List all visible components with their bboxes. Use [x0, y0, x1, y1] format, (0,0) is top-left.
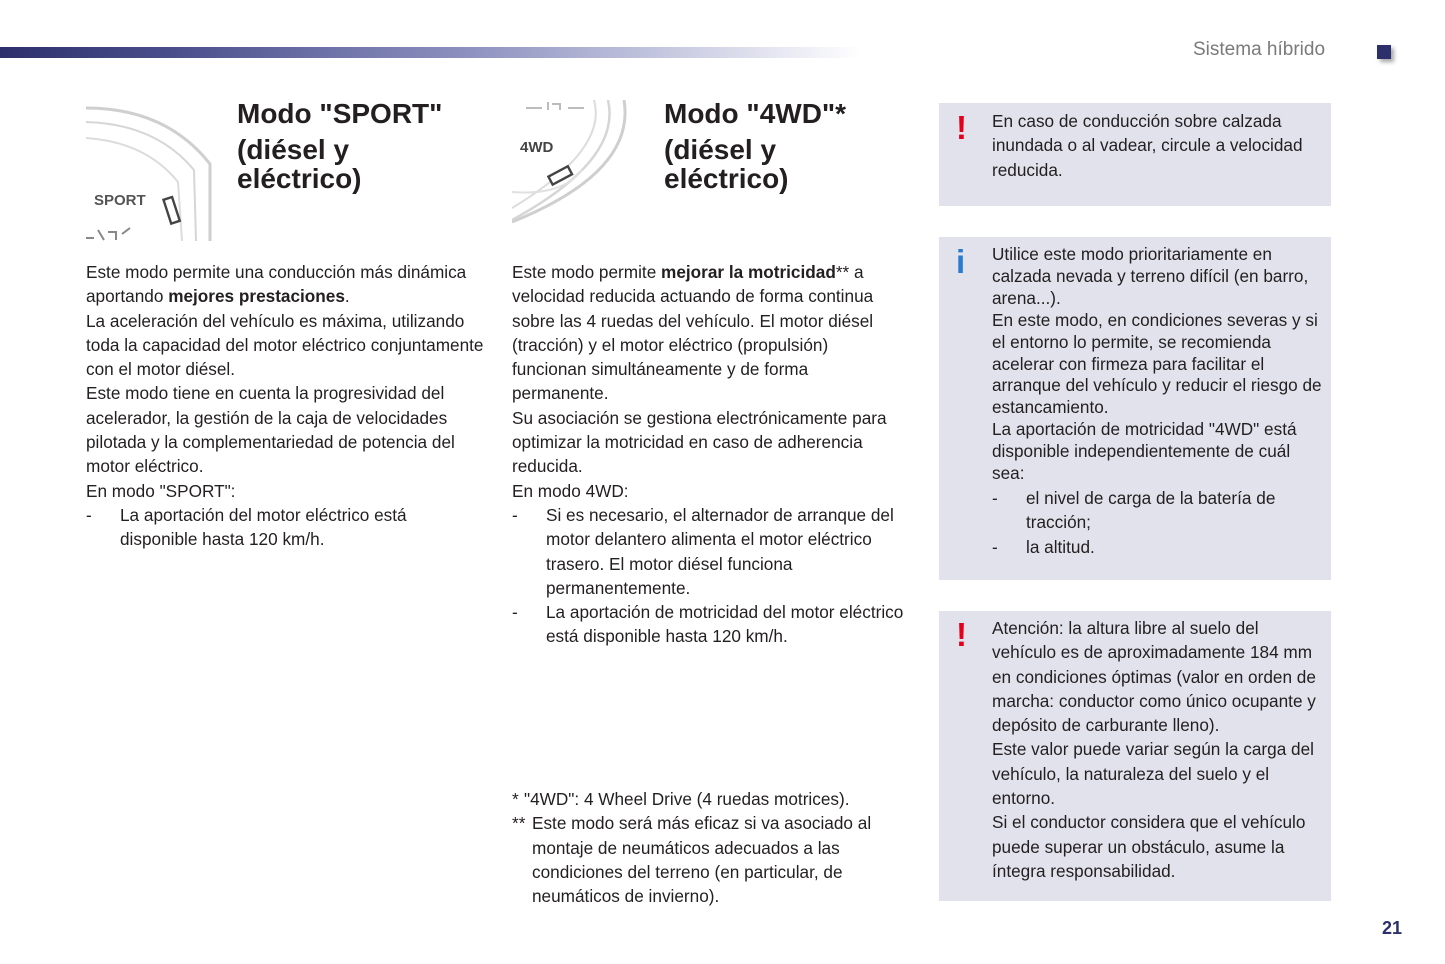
info-icon: i [956, 243, 966, 280]
sport-title-line-2: (diésel y [237, 134, 350, 165]
info-bullet-2: - la altitud. [992, 536, 1095, 557]
footnotes [512, 787, 902, 908]
4wd-paragraph-2: Su asociación se gestiona electrónicamente para optimizar la motricidad en caso de adherencia reducida. [512, 407, 887, 477]
page-number: 21 [1382, 918, 1403, 938]
warning-note-2-text [992, 616, 1325, 883]
footnote-1: * "4WD": 4 Wheel Drive (4 ruedas motrices). [512, 789, 850, 809]
warning-note-ground-clearance [939, 611, 1331, 901]
sport-title-line-3: eléctrico) [237, 163, 362, 194]
4wd-emphasis: mejorar la motricidad [661, 262, 836, 282]
header-gradient-bar [0, 47, 860, 58]
warning2-paragraph-2: Este valor puede variar según la carga del vehículo, la naturaleza del suelo y el entorno. [992, 739, 1314, 809]
sport-emphasis: mejores prestaciones [168, 286, 345, 307]
4wd-mode-title [664, 97, 846, 196]
sport-paragraph-1: Este modo permite una conducción más dinámica aportando mejores prestaciones. [86, 262, 467, 307]
info-note-text [992, 244, 1325, 559]
section-marker-square [1377, 45, 1391, 59]
sport-paragraph-4: En modo "SPORT": [86, 480, 236, 501]
sport-dial-label: SPORT [94, 192, 146, 209]
4wd-paragraph-3: En modo 4WD: [512, 480, 629, 501]
warning-icon: ! [956, 109, 967, 146]
4wd-bullet-1: - Si es necesario, el alternador de arranque del motor delantero alimenta el motor eléctrico trasero. El motor diésel funciona permanentemente. [512, 504, 894, 598]
sport-paragraph-2: La aceleración del vehículo es máxima, utilizando toda la capacidad del motor eléctrico conjuntamente con el motor diésel. [86, 310, 484, 380]
info-bullet-1: - el nivel de carga de la batería de tracción; [992, 487, 1276, 533]
4wd-title-line-1: Modo "4WD"* [664, 98, 847, 129]
4wd-dial-illustration [512, 100, 640, 224]
warning-note-flooded-road [939, 103, 1331, 206]
info-paragraph-2: En este modo, en condiciones severas y si el entorno lo permite, se recomienda acelerar con firmeza para facilitar el arranque del vehículo y reducir el riesgo de estancamiento. [992, 309, 1322, 418]
warning-note-text: En caso de conducción sobre calzada inundada o al vadear, circule a velocidad reducida. [992, 111, 1303, 180]
info-paragraph-1: Utilice este modo prioritariamente en calzada nevada y terreno difícil (en barro, arena...). [992, 244, 1309, 308]
sport-dial-illustration [86, 104, 212, 241]
warning-icon-2: ! [956, 616, 967, 653]
sport-bullet: - La aportación del motor eléctrico está disponible hasta 120 km/h. [86, 504, 407, 550]
4wd-bullet-2: - La aportación de motricidad del motor eléctrico está disponible hasta 120 km/h. [512, 602, 904, 647]
4wd-paragraph-1: Este modo permite mejorar la motricidad** a velocidad reducida actuando de forma continua sobre las 4 ruedas del vehículo. El motor diésel (tracción) y el motor eléctrico (propulsión) funcionan simultáneamente y de forma permanente. [512, 262, 874, 404]
sport-body-text [86, 260, 484, 552]
sport-title-line-1: Modo "SPORT" [237, 98, 443, 129]
warning2-paragraph-1: Atención: la altura libre al suelo del vehículo es de aproximadamente 184 mm en condiciones óptimas (valor en orden de marcha: conductor como único ocupante y depósito de carburante lleno). [992, 618, 1316, 736]
info-note-4wd-usage [939, 237, 1331, 580]
footnote-2: ** Este modo será más eficaz si va asociado al montaje de neumáticos adecuados a las condiciones del terreno (en particular, de neumáticos de invierno). [512, 813, 872, 907]
sport-mode-title [237, 97, 442, 196]
4wd-dial-label: 4WD [520, 139, 554, 156]
4wd-title-line-3: eléctrico) [664, 163, 789, 194]
sport-paragraph-3: Este modo tiene en cuenta la progresividad del acelerador, la gestión de la caja de velocidades pilotada y la complementariedad de potencia del motor eléctrico. [86, 383, 455, 477]
4wd-title-line-2: (diésel y [664, 134, 777, 165]
section-title: Sistema híbrido [1193, 39, 1326, 60]
info-paragraph-3: La aportación de motricidad "4WD" está disponible independientemente de cuál sea: [992, 419, 1297, 484]
warning2-paragraph-3: Si el conductor considera que el vehículo puede superar un obstáculo, asume la íntegra responsabilidad. [992, 812, 1306, 881]
4wd-body-text [512, 260, 904, 649]
